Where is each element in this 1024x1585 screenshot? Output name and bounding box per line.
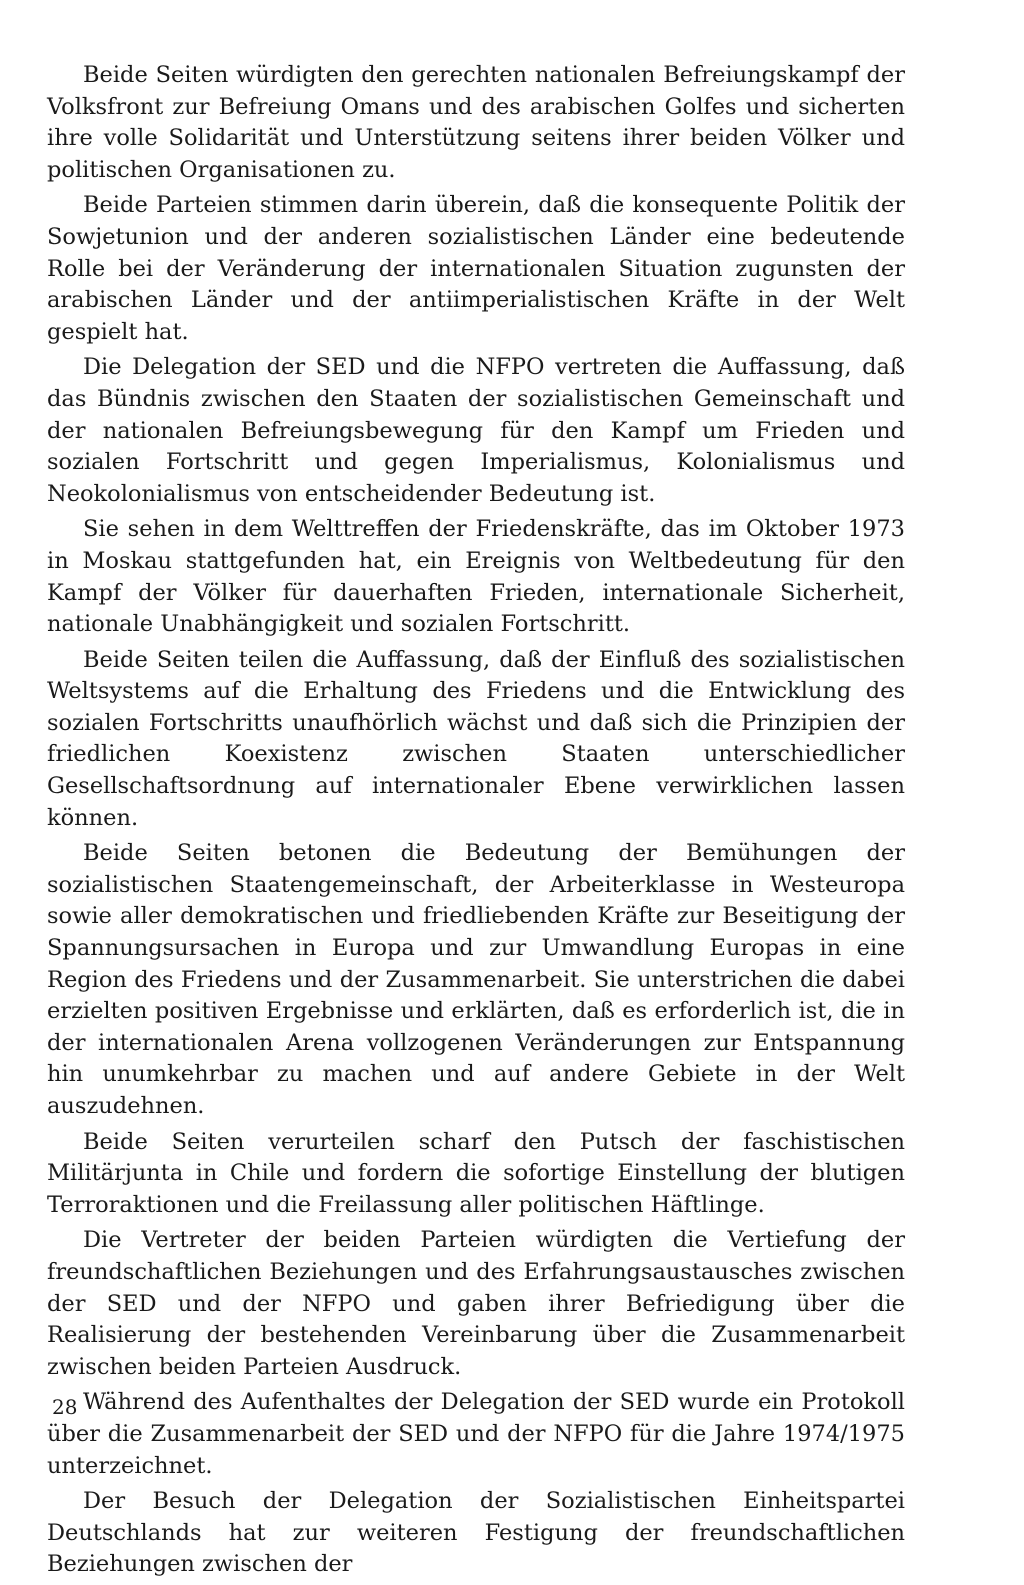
paragraph-6: Beide Seiten betonen die Bedeutung der Bemühungen der sozialistischen Staatengemeinschaft, der Arbeiterklasse in Westeuropa sowie aller demokratischen und friedliebenden Kräfte zur Beseitigung der Spannungsursachen in Europa und zur Umwandlung Europas in eine Region des Friedens und der Zusammenarbeit. Sie unterstrichen die dabei erzielten positiven Ergebnisse und erklärten, daß es erforderlich ist, die in der internationalen Arena vollzogenen Veränderungen zur Entspannung hin unumkehrbar zu machen und auf andere Gebiete in der Welt auszudehnen. (47, 840, 905, 1119)
paragraph-3: Die Delegation der SED und die NFPO vertreten die Auffassung, daß das Bündnis zwischen den Staaten der sozialistischen Gemeinschaft und der nationalen Befreiungsbewegung für den Kampf um Frieden und sozialen Fortschritt und gegen Imperialismus, Kolonialismus und Neokolonialismus von entscheidender Bedeutung ist. (47, 354, 905, 507)
paragraph-10: Der Besuch der Delegation der Sozialistischen Einheitspartei Deutschlands hat zur weiteren Festigung der freundschaftlichen Beziehungen zwischen der (47, 1488, 905, 1578)
paragraph-4: Sie sehen in dem Welttreffen der Friedenskräfte, das im Oktober 1973 in Moskau stattgefunden hat, ein Ereignis von Weltbedeutung für den Kampf der Völker für dauerhaften Frieden, internationale Sicherheit, nationale Unabhängigkeit und sozialen Fortschritt. (47, 516, 905, 638)
paragraph-5: Beide Seiten teilen die Auffassung, daß der Einfluß des sozialistischen Weltsystems auf die Erhaltung des Friedens und die Entwicklung des sozialen Fortschritts unaufhörlich wächst und daß sich die Prinzipien der friedlichen Koexistenz zwischen Staaten unterschiedlicher Gesellschaftsordnung auf internationaler Ebene verwirklichen lassen können. (47, 646, 905, 831)
page-number: 28 (52, 1395, 78, 1419)
page-body (47, 60, 905, 1585)
paragraph-9: Während des Aufenthaltes der Delegation der SED wurde ein Protokoll über die Zusammenarbeit der SED und der NFPO für die Jahre 1974/1975 unterzeichnet. (47, 1389, 905, 1479)
paragraph-1: Beide Seiten würdigten den gerechten nationalen Befreiungskampf der Volksfront zur Befreiung Omans und des arabischen Golfes und sicherten ihre volle Solidarität und Unterstützung seitens ihrer beiden Völker und politischen Organisationen zu. (47, 62, 905, 183)
paragraph-2: Beide Parteien stimmen darin überein, daß die konsequente Politik der Sowjetunion und der anderen sozialistischen Länder eine bedeutende Rolle bei der Veränderung der internationalen Situation zugunsten der arabischen Länder und der antiimperialistischen Kräfte in der Welt gespielt hat. (47, 192, 905, 345)
paragraph-8: Die Vertreter der beiden Parteien würdigten die Vertiefung der freundschaftlichen Beziehungen und des Erfahrungsaustausches zwischen der SED und der NFPO und gaben ihrer Befriedigung über die Realisierung der bestehenden Vereinbarung über die Zusammenarbeit zwischen beiden Parteien Ausdruck. (47, 1227, 905, 1380)
paragraph-7: Beide Seiten verurteilen scharf den Putsch der faschistischen Militärjunta in Chile und fordern die sofortige Einstellung der blutigen Terroraktionen und die Freilassung aller politischen Häftlinge. (47, 1128, 905, 1218)
